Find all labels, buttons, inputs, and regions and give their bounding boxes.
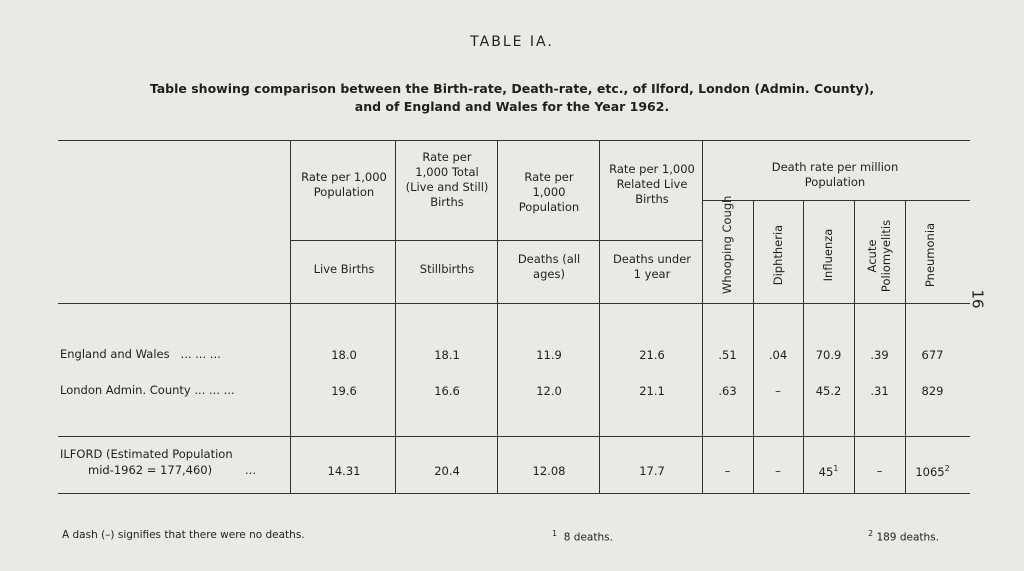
subheader-col1: Live Births — [313, 262, 375, 276]
footnote-1 — [552, 529, 613, 544]
subtitle-line-2: and of England and Wales for the Year 1962. — [354, 99, 670, 114]
cell-infant-deaths: 17.7 — [639, 464, 665, 478]
header-death-rate-group: Death rate per million Population — [771, 160, 899, 189]
subheader-col4: Deaths under 1 year — [612, 252, 692, 281]
cell-stillbirths: 18.1 — [434, 348, 460, 362]
footnote-text: 8 deaths. — [563, 531, 613, 544]
cell-value: 1065 — [915, 464, 945, 479]
cell-polio: .31 — [870, 384, 889, 398]
cell-live-births: 18.0 — [331, 348, 357, 362]
row-label-text: mid-1962 = 177,460) — [88, 463, 213, 477]
row-label-text: London Admin. County — [60, 383, 191, 397]
subheader-rule — [290, 240, 702, 241]
subtitle-line-1: Table showing comparison between the Birth-rate, Death-rate, etc., of Ilford, London (Admin. County), — [149, 81, 875, 96]
header-whooping-cough: Whooping Cough — [720, 195, 734, 294]
subheader-col2: Stillbirths — [419, 262, 475, 276]
table-subtitle — [0, 80, 1024, 116]
header-acute-poliomyelitis: Acute Poliomyelitis — [865, 219, 893, 293]
col-divider — [395, 140, 396, 493]
leader-dots: ... ... ... — [194, 383, 235, 397]
leader-dots: ... ... ... — [180, 347, 221, 361]
row-label-england-wales — [60, 346, 221, 362]
cell-whooping: .51 — [718, 348, 737, 362]
header-col1: Rate per 1,000 Population — [301, 170, 387, 199]
row-label-text: England and Wales — [60, 347, 170, 361]
cell-infant-deaths: 21.1 — [639, 384, 665, 398]
col-divider — [905, 200, 906, 493]
cell-influenza: 45.2 — [815, 384, 842, 398]
subheader-col3: Deaths (all ages) — [517, 252, 581, 281]
header-pneumonia: Pneumonia — [923, 222, 937, 288]
col-divider — [290, 140, 291, 493]
page-number: 16 — [968, 289, 987, 309]
col-divider — [803, 200, 804, 493]
header-col2: Rate per 1,000 Total (Live and Still) Births — [405, 150, 489, 209]
cell-live-births: 19.6 — [331, 384, 357, 398]
ilford-top-rule — [58, 436, 970, 437]
cell-whooping: – — [724, 464, 731, 478]
footnote-marker: 2 — [944, 464, 950, 473]
cell-diphtheria: .04 — [768, 348, 788, 362]
col-divider — [599, 140, 600, 493]
row-label-text: ILFORD (Estimated Population — [60, 447, 233, 461]
cell-influenza — [803, 464, 854, 479]
cell-infant-deaths: 21.6 — [639, 348, 665, 362]
header-influenza: Influenza — [821, 228, 835, 282]
cell-deaths-all: 11.9 — [536, 348, 562, 362]
col-divider — [497, 140, 498, 493]
cell-pneumonia: 677 — [921, 348, 944, 362]
header-bottom-rule — [58, 303, 970, 304]
header-diphtheria: Diphtheria — [771, 224, 785, 286]
footnote-text: 189 deaths. — [876, 531, 939, 544]
col-divider — [854, 200, 855, 493]
footnote-marker: 1 — [833, 464, 839, 473]
header-col4: Rate per 1,000 Related Live Births — [609, 162, 695, 206]
cell-stillbirths: 16.6 — [434, 384, 460, 398]
row-label-london — [60, 382, 235, 398]
row-label-ilford — [60, 446, 256, 478]
cell-polio: – — [876, 464, 883, 478]
col-divider — [753, 200, 754, 493]
footnote-2 — [868, 529, 939, 544]
cell-pneumonia — [905, 464, 960, 479]
footnote-marker: 1 — [552, 529, 558, 538]
cell-pneumonia: 829 — [921, 384, 944, 398]
cell-whooping: .63 — [718, 384, 737, 398]
cell-deaths-all: 12.0 — [536, 384, 562, 398]
cell-diphtheria: – — [775, 464, 781, 478]
footnote-dash: A dash (–) signifies that there were no deaths. — [62, 529, 305, 541]
cell-deaths-all: 12.08 — [532, 464, 566, 478]
cell-polio: .39 — [870, 348, 889, 362]
cell-value: 45 — [818, 464, 834, 479]
cell-diphtheria: – — [775, 384, 781, 398]
header-col3: Rate per 1,000 Population — [518, 170, 580, 214]
col-divider — [702, 140, 703, 493]
table-top-rule — [58, 140, 970, 141]
cell-live-births: 14.31 — [327, 464, 361, 478]
cell-stillbirths: 20.4 — [434, 464, 460, 478]
group-rule — [702, 200, 970, 201]
footnote-marker: 2 — [868, 529, 874, 538]
cell-influenza: 70.9 — [815, 348, 842, 362]
table-title: TABLE IA. — [470, 34, 554, 50]
table-bottom-rule — [58, 493, 970, 494]
leader-dots: ... — [245, 463, 256, 477]
